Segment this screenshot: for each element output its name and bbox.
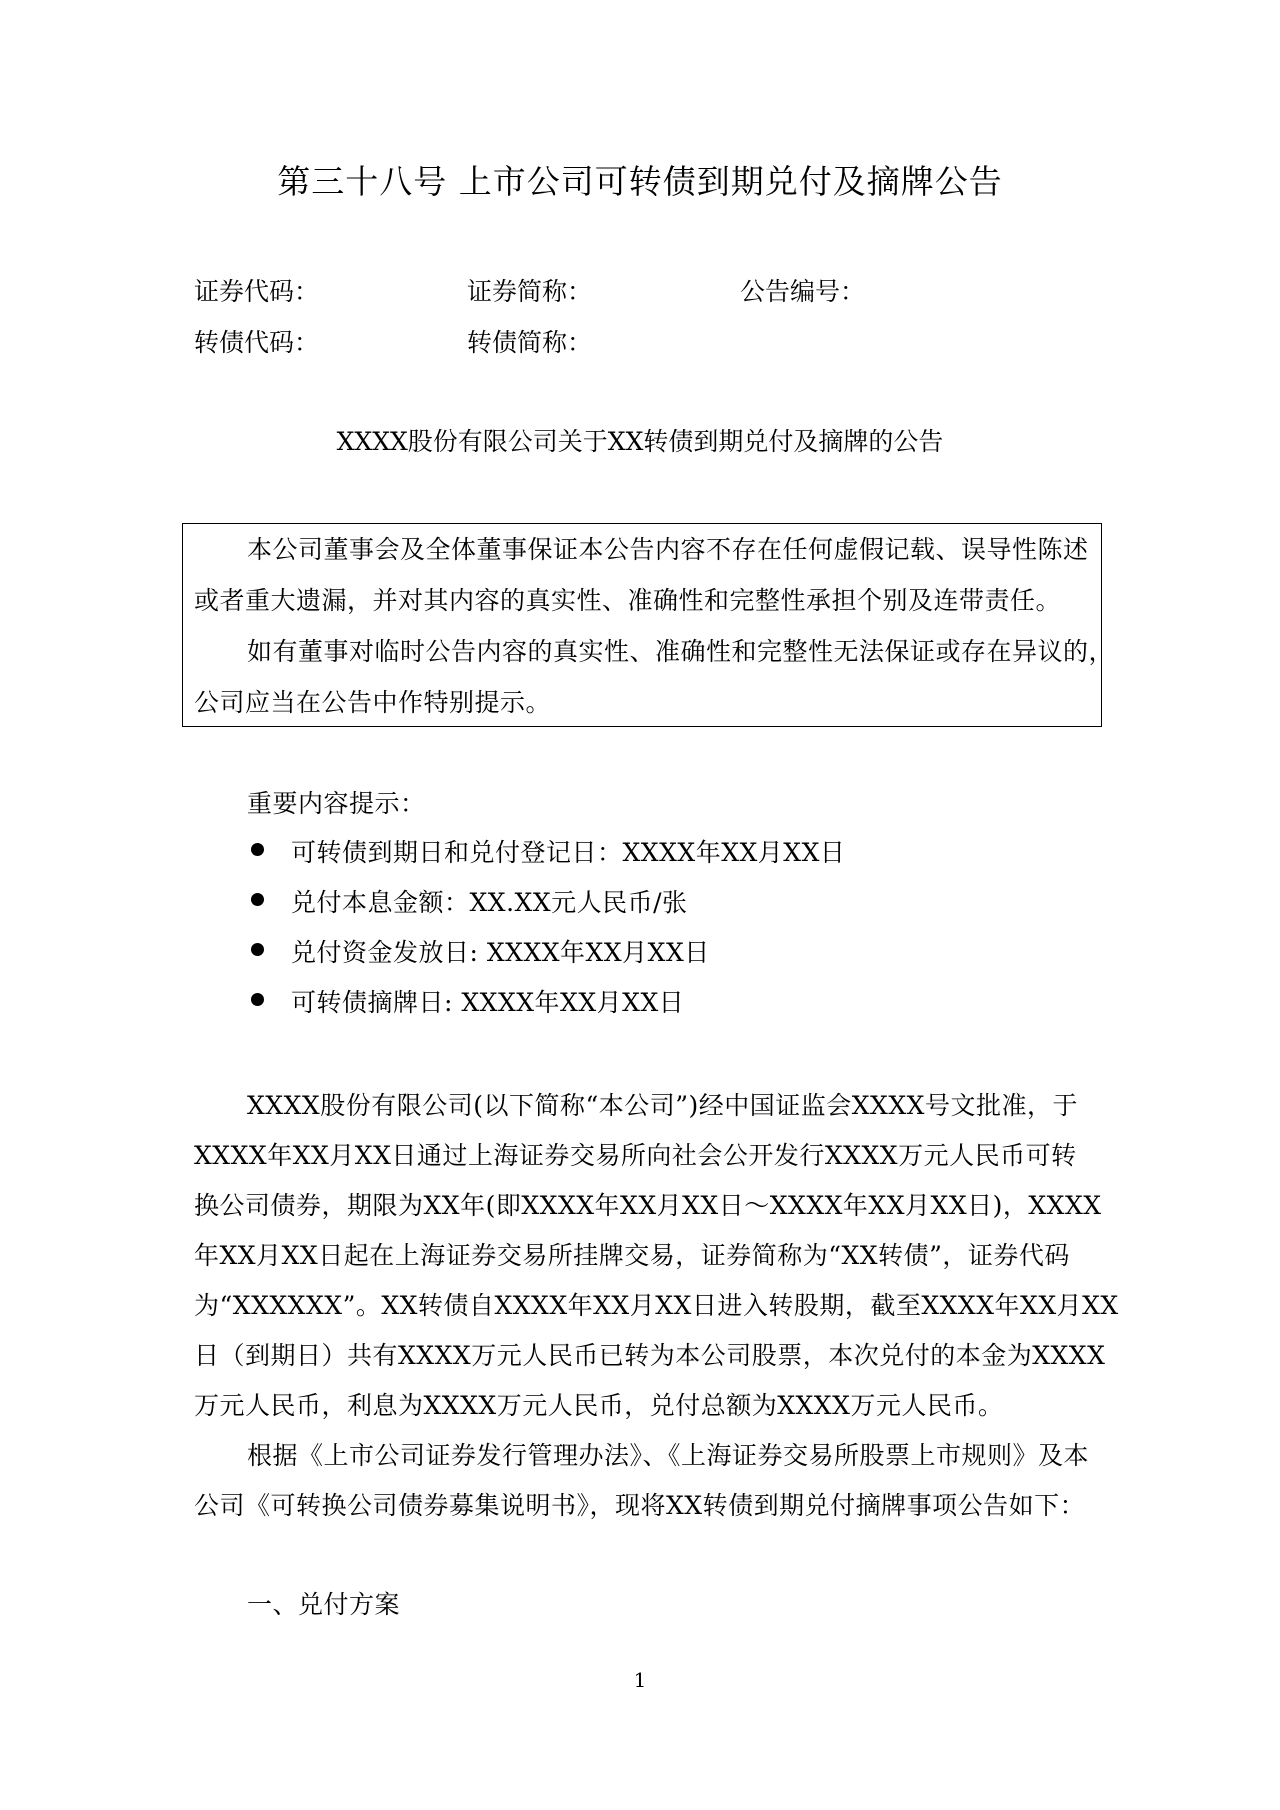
body-paragraph-line: XXXX年XX月XX日通过上海证券交易所向社会公开发行XXXX万元人民币可转 [194, 1141, 1077, 1170]
body-paragraph-line: 年XX月XX日起在上海证券交易所挂牌交易，证券简称为“XX转债”，证券代码 [194, 1241, 1070, 1270]
announcement-no-label: 公告编号： [740, 277, 866, 306]
bullet-dot-icon [251, 993, 264, 1006]
highlight-item: 兑付本息金额：XX.XX元人民币/张 [291, 888, 688, 917]
body-paragraph-line: 换公司债券，期限为XX年(即XXXX年XX月XX日～XXXX年XX月XX日)，XXXX [194, 1191, 1102, 1220]
bullet-dot-icon [251, 893, 264, 906]
board-statement-line: 如有董事对临时公告内容的真实性、准确性和完整性无法保证或存在异议的， [247, 637, 1115, 666]
body-paragraph-line: 日（到期日）共有XXXX万元人民币已转为本公司股票，本次兑付的本金为XXXX [194, 1341, 1106, 1370]
highlight-item: 可转债摘牌日: XXXX年XX月XX日 [291, 988, 685, 1017]
announcement-subtitle: XXXX股份有限公司关于XX转债到期兑付及摘牌的公告 [336, 427, 944, 456]
security-code-label: 证券代码： [194, 277, 320, 306]
body-paragraph-line: 万元人民币，利息为XXXX万元人民币，兑付总额为XXXX万元人民币。 [194, 1391, 1004, 1420]
body-paragraph-line: 为“XXXXXX”。XX转债自XXXX年XX月XX日进入转股期，截至XXXX年XX月XX [194, 1291, 1119, 1320]
bond-code-label: 转债代码： [194, 328, 320, 357]
highlight-item: 兑付资金发放日: XXXX年XX月XX日 [291, 938, 710, 967]
bond-abbr-label: 转债简称： [467, 328, 593, 357]
body-paragraph-line: XXXX股份有限公司(以下简称“本公司”)经中国证监会XXXX号文批准，于 [247, 1091, 1078, 1120]
section-heading: 一、兑付方案 [247, 1590, 401, 1619]
page-number: 1 [633, 1668, 647, 1692]
body-paragraph-line: 根据《上市公司证券发行管理办法》、《上海证券交易所股票上市规则》及本 [247, 1441, 1090, 1470]
body-paragraph-line: 公司《可转换公司债券募集说明书》，现将XX转债到期兑付摘牌事项公告如下： [194, 1491, 1086, 1520]
bullet-dot-icon [251, 943, 264, 956]
document-title: 第三十八号 上市公司可转债到期兑付及摘牌公告 [277, 162, 1003, 201]
highlights-heading: 重要内容提示： [247, 789, 426, 818]
highlight-item: 可转债到期日和兑付登记日：XXXX年XX月XX日 [291, 838, 846, 867]
board-statement-line: 或者重大遗漏，并对其内容的真实性、准确性和完整性承担个别及连带责任。 [194, 586, 1062, 615]
board-statement-line: 公司应当在公告中作特别提示。 [194, 688, 552, 717]
bullet-dot-icon [251, 843, 264, 856]
security-abbr-label: 证券简称： [467, 277, 593, 306]
board-statement-line: 本公司董事会及全体董事保证本公告内容不存在任何虚假记载、误导性陈述 [247, 535, 1089, 564]
